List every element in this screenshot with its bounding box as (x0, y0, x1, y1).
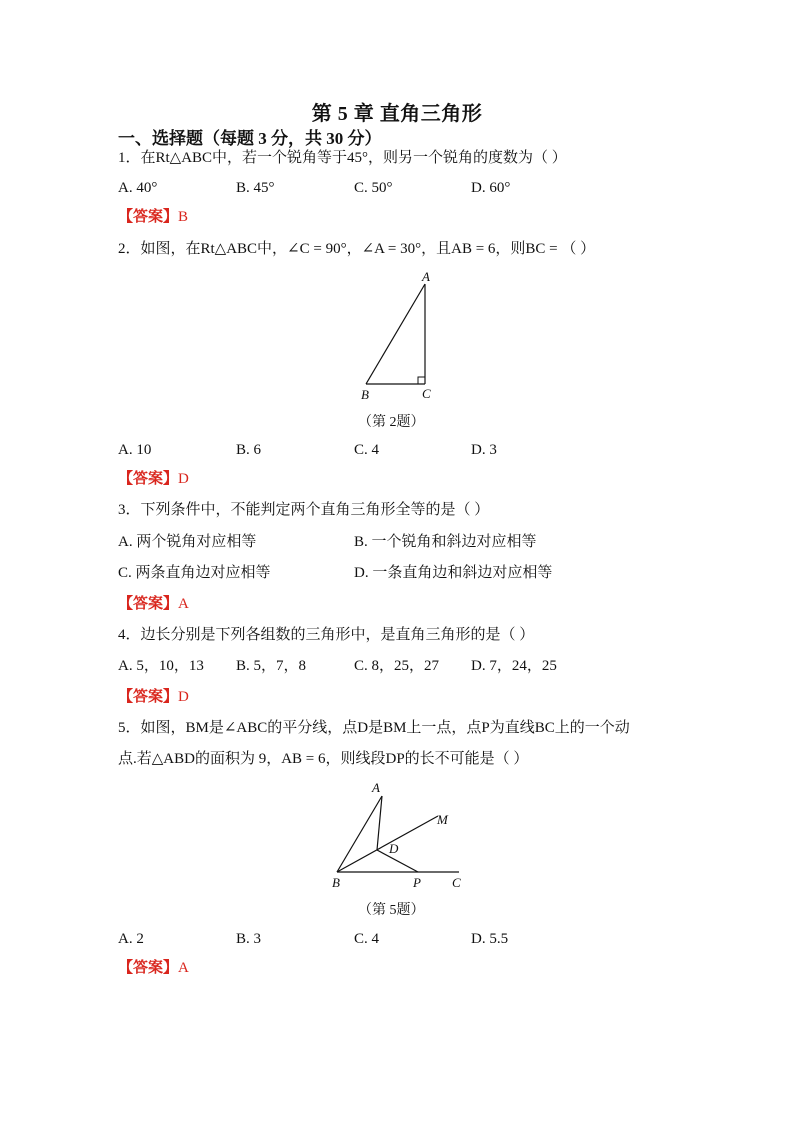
question-2-caption: （第 2题） (358, 415, 425, 430)
point-label-a: A (372, 780, 380, 795)
point-label-c: C (452, 875, 461, 890)
point-label-b: B (332, 875, 340, 890)
question-4-option-a: A. 5，10，13 (118, 658, 204, 674)
point-label-d: D (389, 841, 399, 856)
answer-value: B (178, 209, 189, 225)
question-4-option-d: D. 7，24，25 (471, 658, 557, 674)
answer-value: A (178, 960, 189, 976)
question-3-option-a: A. 两个锐角对应相等 (118, 534, 257, 550)
vertex-label-b: B (361, 387, 369, 402)
question-1-option-c: C. 50° (354, 180, 393, 196)
answer-value: A (178, 596, 189, 612)
question-2-answer (118, 468, 189, 490)
question-2-option-c: C. 4 (354, 442, 380, 458)
question-3-option-d: D. 一条直角边和斜边对应相等 (354, 565, 553, 581)
question-2-option-b: B. 6 (236, 442, 262, 458)
question-2-option-a: A. 10 (118, 442, 152, 458)
triangle-side-ab (366, 284, 425, 384)
section-heading: 一、选择题（每题 3 分，共 30 分） (118, 129, 382, 148)
question-5-text-line-1: 5．如图，BM是∠ABC的平分线，点D是BM上一点，点P为直线BC上的一个动 (118, 720, 630, 736)
page-title: 第 5 章 直角三角形 (311, 103, 483, 125)
answer-value: D (178, 471, 189, 487)
question-1-option-d: D. 60° (471, 180, 511, 196)
question-3-option-c: C. 两条直角边对应相等 (118, 565, 271, 581)
question-2-text: 2．如图，在Rt△ABC中，∠C = 90°，∠A = 30°，且AB = 6，则BC = （ ） (118, 241, 596, 257)
answer-value: D (178, 689, 189, 705)
question-3-option-b: B. 一个锐角和斜边对应相等 (354, 534, 537, 550)
vertex-label-a: A (422, 269, 430, 284)
question-5-text-line-2: 点.若△ABD的面积为 9，AB = 6，则线段DP的长不可能是（ ） (118, 751, 529, 767)
answer-label: 【答案】 (118, 209, 179, 225)
question-1-option-a: A. 40° (118, 180, 158, 196)
question-4-option-b: B. 5，7，8 (236, 658, 307, 674)
question-5-figure (325, 778, 470, 893)
right-angle-mark (418, 377, 425, 384)
question-1-answer (118, 206, 188, 228)
question-4-option-c: C. 8，25，27 (354, 658, 440, 674)
question-5-answer (118, 957, 189, 979)
vertex-label-c: C (422, 386, 431, 401)
question-1-option-b: B. 45° (236, 180, 275, 196)
question-5-option-c: C. 4 (354, 931, 380, 947)
question-2-option-d: D. 3 (471, 442, 497, 458)
answer-label: 【答案】 (118, 960, 179, 976)
question-2-figure (350, 268, 450, 404)
question-5-option-d: D. 5.5 (471, 931, 509, 947)
question-4-answer (118, 686, 189, 708)
question-5-caption: （第 5题） (358, 903, 425, 918)
question-4-text: 4．边长分别是下列各组数的三角形中，是直角三角形的是（ ） (118, 627, 535, 643)
question-3-text: 3．下列条件中，不能判定两个直角三角形全等的是（ ） (118, 502, 490, 518)
question-5-option-a: A. 2 (118, 931, 144, 947)
answer-label: 【答案】 (118, 689, 179, 705)
answer-label: 【答案】 (118, 471, 179, 487)
question-5-option-b: B. 3 (236, 931, 262, 947)
point-label-p: P (413, 875, 421, 890)
point-label-m: M (437, 812, 448, 827)
segment-ab (337, 796, 382, 872)
question-3-answer (118, 593, 189, 615)
ray-bm (337, 816, 438, 872)
answer-label: 【答案】 (118, 596, 179, 612)
question-1-text: 1．在Rt△ABC中，若一个锐角等于45°，则另一个锐角的度数为（ ） (118, 150, 567, 166)
